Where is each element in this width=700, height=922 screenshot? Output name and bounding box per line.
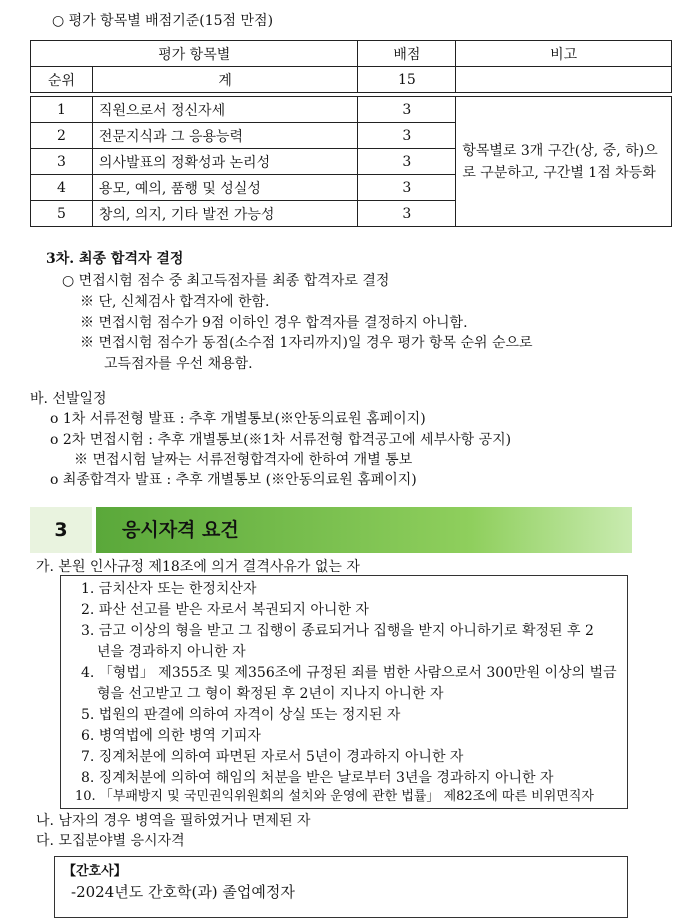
header-rank: 순위 bbox=[31, 67, 93, 93]
final-heading: 3차. 최종 합격자 결정 bbox=[46, 251, 184, 267]
list-item: 3. 금고 이상의 형을 받고 그 집행이 종료되거나 집행을 받지 아니하기로 확정된 후 2 bbox=[81, 623, 594, 639]
total-score: 15 bbox=[358, 67, 456, 93]
section-header bbox=[30, 507, 632, 553]
table-row: 3 의사발표의 정확성과 논리성 3 bbox=[31, 149, 672, 175]
nurse-line: -2024년도 간호학(과) 졸업예정자 bbox=[71, 883, 295, 901]
nurse-title: 【간호사】 bbox=[63, 864, 127, 879]
list-item: 형을 선고받고 그 형이 확정된 후 2년이 지나지 아니한 자 bbox=[97, 686, 444, 702]
schedule-line: ※ 면접시험 날짜는 서류전형합격자에 한하여 개별 통보 bbox=[74, 452, 413, 468]
final-line: ※ 면접시험 점수가 9점 이하인 경우 합격자를 결정하지 아니함. bbox=[80, 315, 468, 331]
table-row: 2 전문지식과 그 응용능력 3 bbox=[31, 123, 672, 149]
schedule-line: o 1차 서류전형 발표 : 추후 개별통보(※안동의료원 홈페이지) bbox=[50, 411, 426, 427]
final-line: ※ 단, 신체검사 합격자에 한함. bbox=[80, 294, 270, 310]
schedule-line: o 2차 면접시험 : 추후 개별통보(※1차 서류전형 합격공고에 세부사항 공지) bbox=[50, 432, 512, 448]
list-item: 7. 징계처분에 의하여 파면된 자로서 5년이 경과하지 아니한 자 bbox=[81, 749, 464, 765]
schedule-heading: 바. 선발일정 bbox=[30, 391, 107, 407]
field-heading: 다. 모집분야별 응시자격 bbox=[36, 833, 185, 849]
list-item: 5. 법원의 판결에 의하여 자격이 상실 또는 정지된 자 bbox=[81, 707, 401, 723]
header-note: 비고 bbox=[456, 41, 672, 67]
list-item: 1. 금치산자 또는 한정치산자 bbox=[81, 581, 257, 597]
table-total-row bbox=[31, 67, 672, 93]
list-item: 년을 경과하지 아니한 자 bbox=[97, 644, 246, 660]
table-row: 5 창의, 의지, 기타 발전 가능성 3 bbox=[31, 201, 672, 227]
header-items: 평가 항목별 bbox=[31, 41, 358, 67]
nurse-box bbox=[54, 856, 628, 918]
disq-heading: 가. 본원 인사규정 제18조에 의거 결격사유가 없는 자 bbox=[36, 559, 360, 575]
final-line: ○ 면접시험 점수 중 최고득점자를 최종 합격자로 결정 bbox=[62, 273, 390, 289]
total-label: 계 bbox=[92, 67, 358, 93]
section-title: 응시자격 요건 bbox=[122, 519, 239, 541]
section-number: 3 bbox=[30, 507, 92, 553]
table-row: 1 직원으로서 정신자세 3 항목별로 3개 구간(상, 중, 하)으로 구분하고, 구간별 1점 차등화 bbox=[31, 97, 672, 123]
section-bar bbox=[96, 507, 632, 553]
header-score: 배점 bbox=[358, 41, 456, 67]
final-line: ※ 면접시험 점수가 동점(소수점 1자리까지)일 경우 평가 항목 순위 순으로 bbox=[80, 335, 533, 351]
list-item: 10. 「부패방지 및 국민권익위원회의 설치와 운영에 관한 법률」 제82조에 따른 비위면직자 bbox=[75, 789, 594, 804]
list-item: 4. 「형법」 제355조 및 제356조에 규정된 죄를 범한 사람으로서 300만원 이상의 벌금 bbox=[81, 665, 617, 681]
score-table bbox=[30, 40, 672, 227]
table-row: 4 용모, 예의, 품행 및 성실성 3 bbox=[31, 175, 672, 201]
list-item: 2. 파산 선고를 받은 자로서 복권되지 아니한 자 bbox=[81, 602, 369, 618]
table-header-row bbox=[31, 41, 672, 67]
note-cell: 항목별로 3개 구간(상, 중, 하)으로 구분하고, 구간별 1점 차등화 bbox=[456, 97, 672, 227]
military-line: 나. 남자의 경우 병역을 필하였거나 면제된 자 bbox=[36, 813, 311, 829]
schedule-line: o 최종합격자 발표 : 추후 개별통보 (※안동의료원 홈페이지) bbox=[50, 472, 417, 488]
disq-box bbox=[60, 575, 628, 809]
list-item: 8. 징계처분에 의하여 해임의 처분을 받은 날로부터 3년을 경과하지 아니한 자 bbox=[81, 770, 554, 786]
list-item: 6. 병역법에 의한 병역 기피자 bbox=[81, 728, 261, 744]
criteria-heading: ○ 평가 항목별 배점기준(15점 만점) bbox=[52, 13, 274, 29]
final-line: 고득점자를 우선 채용함. bbox=[104, 356, 253, 372]
